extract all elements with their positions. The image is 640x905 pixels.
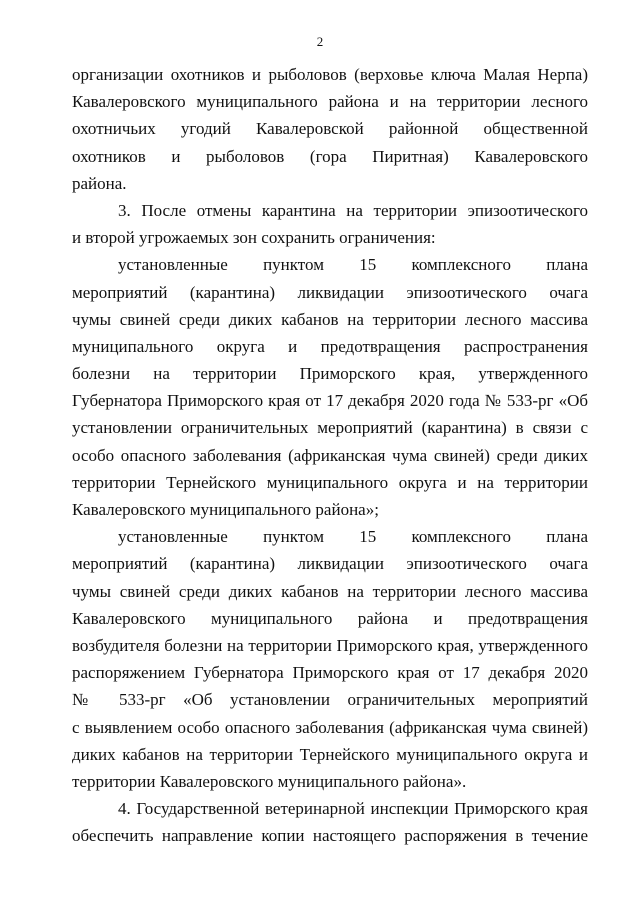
text-line: Губернатора Приморского края от 17 декабря 2020 года № 533-рг «Об bbox=[72, 391, 588, 411]
text-line: 3. После отмены карантина на территории эпизоотического bbox=[118, 200, 588, 220]
text-line: с выявлением особо опасного заболевания (африканская чума свиней) bbox=[72, 717, 588, 737]
text-line: территории Кавалеровского муниципального района». bbox=[72, 771, 467, 791]
text-line: чумы свиней среди диких кабанов на территории лесного массива bbox=[72, 581, 588, 601]
text-line: охотничьих угодий Кавалеровской районной общественной bbox=[72, 119, 588, 139]
text-line: Кавалеровского муниципального района и на территории лесного bbox=[72, 92, 588, 112]
text-line: Кавалеровского муниципального района»; bbox=[72, 500, 379, 519]
text-line: организации охотников и рыболовов (верховье ключа Малая Нерпа) bbox=[72, 65, 588, 84]
page-number: 2 bbox=[316, 34, 324, 49]
text-line: установлении ограничительных мероприятий (карантина) в связи с bbox=[72, 418, 588, 438]
text-line: № 533-рг «Об установлении ограничительных мероприятий bbox=[72, 690, 588, 710]
text-line: особо опасного заболевания (африканская чума свиней) среди диких bbox=[72, 445, 588, 465]
text-line: обеспечить направление копии настоящего распоряжения в течение bbox=[72, 826, 588, 846]
text-line: возбудителя болезни на территории Приморского края, утвержденного bbox=[72, 635, 588, 655]
text-line: муниципального округа и предотвращения распространения bbox=[72, 336, 588, 356]
text-line: района. bbox=[72, 173, 127, 193]
text-line: установленные пунктом 15 комплексного плана bbox=[118, 255, 588, 275]
text-line: охотников и рыболовов (гора Пиритная) Кавалеровского bbox=[72, 146, 588, 166]
text-line: мероприятий (карантина) ликвидации эпизоотического очага bbox=[72, 282, 588, 302]
text-line: диких кабанов на территории Тернейского муниципального округа и bbox=[72, 744, 588, 764]
text-line: мероприятий (карантина) ликвидации эпизоотического очага bbox=[72, 554, 588, 574]
text-line: и второй угрожаемых зон сохранить ограничения: bbox=[72, 228, 436, 248]
text-line: болезни на территории Приморского края, утвержденного bbox=[72, 364, 588, 384]
text-line: 4. Государственной ветеринарной инспекции Приморского края bbox=[118, 799, 588, 819]
document-body bbox=[72, 61, 588, 849]
text-line: территории Тернейского муниципального округа и на территории bbox=[72, 472, 588, 492]
text-line: Кавалеровского муниципального района и предотвращения bbox=[72, 608, 588, 628]
text-line: распоряжением Губернатора Приморского края от 17 декабря 2020 bbox=[72, 663, 588, 683]
text-line: чумы свиней среди диких кабанов на территории лесного массива bbox=[72, 309, 588, 329]
text-line: установленные пунктом 15 комплексного плана bbox=[118, 527, 588, 547]
